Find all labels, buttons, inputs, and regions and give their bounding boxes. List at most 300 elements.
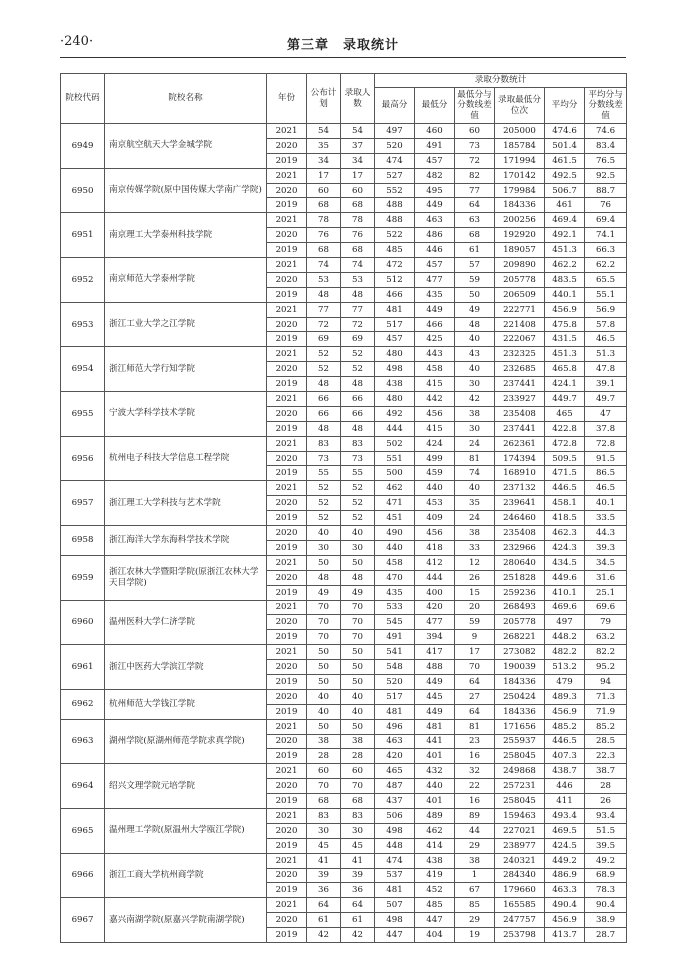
cell-plan: 50	[307, 719, 341, 734]
cell-avg: 431.5	[545, 332, 585, 347]
cell-min: 447	[415, 913, 455, 928]
cell-max: 488	[375, 213, 415, 228]
cell-avg-diff: 69.4	[585, 213, 627, 228]
cell-min: 417	[415, 645, 455, 660]
cell-max: 440	[375, 540, 415, 555]
cell-year: 2019	[267, 928, 307, 943]
cell-min: 415	[415, 377, 455, 392]
cell-avg-diff: 46.5	[585, 332, 627, 347]
cell-max: 485	[375, 243, 415, 258]
cell-min-rank: 206509	[495, 287, 545, 302]
cell-avg-diff: 90.4	[585, 898, 627, 913]
cell-plan: 50	[307, 645, 341, 660]
cell-admitted: 50	[341, 660, 375, 675]
cell-min-diff: 30	[455, 421, 495, 436]
school-name: 浙江海洋大学东海科学技术学院	[105, 526, 267, 556]
cell-admitted: 53	[341, 272, 375, 287]
cell-admitted: 76	[341, 228, 375, 243]
school-code: 6952	[61, 258, 105, 303]
cell-min-diff: 77	[455, 183, 495, 198]
school-code: 6949	[61, 124, 105, 169]
table-body	[61, 124, 627, 943]
chapter-title: 第三章 录取统计	[286, 38, 399, 53]
cell-min-rank: 222067	[495, 332, 545, 347]
cell-year: 2021	[267, 168, 307, 183]
cell-admitted: 70	[341, 600, 375, 615]
school-code: 6958	[61, 526, 105, 556]
cell-plan: 70	[307, 600, 341, 615]
cell-max: 444	[375, 421, 415, 436]
cell-min-diff: 16	[455, 794, 495, 809]
cell-avg-diff: 86.5	[585, 466, 627, 481]
cell-max: 551	[375, 451, 415, 466]
col-header-name: 院校名称	[105, 74, 267, 124]
cell-avg: 472.8	[545, 436, 585, 451]
cell-admitted: 72	[341, 317, 375, 332]
cell-year: 2020	[267, 362, 307, 377]
cell-min: 401	[415, 794, 455, 809]
cell-avg: 463.3	[545, 883, 585, 898]
cell-year: 2020	[267, 823, 307, 838]
cell-year: 2019	[267, 630, 307, 645]
cell-admitted: 64	[341, 898, 375, 913]
cell-year: 2020	[267, 779, 307, 794]
cell-avg-diff: 47.8	[585, 362, 627, 377]
cell-min-rank: 205778	[495, 615, 545, 630]
cell-year: 2020	[267, 406, 307, 421]
cell-min-diff: 16	[455, 749, 495, 764]
school-name: 南京传媒学院(原中国传媒大学南广学院)	[105, 168, 267, 213]
col-header-score-group: 录取分数统计	[375, 74, 627, 88]
cell-min: 409	[415, 511, 455, 526]
cell-min: 499	[415, 451, 455, 466]
cell-min: 418	[415, 540, 455, 555]
cell-avg-diff: 91.5	[585, 451, 627, 466]
cell-year: 2019	[267, 153, 307, 168]
cell-min-rank: 262361	[495, 436, 545, 451]
cell-min-diff: 22	[455, 779, 495, 794]
cell-year: 2021	[267, 481, 307, 496]
cell-min-rank: 240321	[495, 853, 545, 868]
cell-admitted: 83	[341, 436, 375, 451]
cell-avg: 446	[545, 779, 585, 794]
cell-max: 498	[375, 823, 415, 838]
cell-year: 2019	[267, 421, 307, 436]
cell-min: 438	[415, 853, 455, 868]
cell-year: 2021	[267, 764, 307, 779]
cell-plan: 69	[307, 332, 341, 347]
col-header-min-diff: 最低分与分数线差值	[455, 88, 495, 124]
cell-min-rank: 184336	[495, 674, 545, 689]
cell-min-rank: 238977	[495, 838, 545, 853]
cell-year: 2020	[267, 689, 307, 704]
cell-max: 471	[375, 496, 415, 511]
cell-min-diff: 12	[455, 555, 495, 570]
cell-min: 435	[415, 287, 455, 302]
cell-plan: 74	[307, 258, 341, 273]
cell-min-diff: 40	[455, 362, 495, 377]
cell-min-diff: 72	[455, 153, 495, 168]
cell-max: 438	[375, 377, 415, 392]
school-code: 6961	[61, 645, 105, 690]
school-code: 6959	[61, 555, 105, 600]
cell-admitted: 73	[341, 451, 375, 466]
cell-min-rank: 221408	[495, 317, 545, 332]
cell-admitted: 77	[341, 302, 375, 317]
school-name: 浙江师范大学行知学院	[105, 347, 267, 392]
cell-avg: 479	[545, 674, 585, 689]
cell-avg-diff: 39.1	[585, 377, 627, 392]
cell-min-diff: 24	[455, 436, 495, 451]
cell-max: 496	[375, 719, 415, 734]
table-row	[61, 853, 627, 868]
cell-admitted: 48	[341, 421, 375, 436]
cell-plan: 28	[307, 749, 341, 764]
school-code: 6956	[61, 436, 105, 481]
col-header-admitted: 录取人数	[341, 74, 375, 124]
cell-min-diff: 81	[455, 451, 495, 466]
col-header-min: 最低分	[415, 88, 455, 124]
cell-min: 440	[415, 779, 455, 794]
cell-min: 463	[415, 213, 455, 228]
school-code: 6953	[61, 302, 105, 347]
cell-year: 2021	[267, 392, 307, 407]
cell-year: 2019	[267, 377, 307, 392]
cell-max: 480	[375, 347, 415, 362]
cell-plan: 77	[307, 302, 341, 317]
cell-admitted: 69	[341, 332, 375, 347]
cell-min-diff: 60	[455, 124, 495, 139]
cell-min-diff: 23	[455, 734, 495, 749]
cell-avg-diff: 28	[585, 779, 627, 794]
school-code: 6964	[61, 764, 105, 809]
cell-avg: 474.6	[545, 124, 585, 139]
cell-min-rank: 192920	[495, 228, 545, 243]
cell-avg-diff: 74.1	[585, 228, 627, 243]
cell-min: 449	[415, 674, 455, 689]
cell-plan: 66	[307, 406, 341, 421]
cell-min-rank: 237441	[495, 421, 545, 436]
cell-min-rank: 232325	[495, 347, 545, 362]
cell-admitted: 50	[341, 555, 375, 570]
cell-min-diff: 42	[455, 392, 495, 407]
cell-admitted: 45	[341, 838, 375, 853]
cell-avg: 485.2	[545, 719, 585, 734]
cell-avg-diff: 46.5	[585, 481, 627, 496]
cell-max: 490	[375, 526, 415, 541]
cell-min: 432	[415, 764, 455, 779]
cell-plan: 30	[307, 540, 341, 555]
cell-min-diff: 70	[455, 660, 495, 675]
cell-avg: 462.3	[545, 526, 585, 541]
cell-min-rank: 268493	[495, 600, 545, 615]
cell-admitted: 83	[341, 808, 375, 823]
cell-plan: 73	[307, 451, 341, 466]
cell-admitted: 60	[341, 764, 375, 779]
cell-min: 419	[415, 868, 455, 883]
cell-admitted: 70	[341, 615, 375, 630]
cell-max: 480	[375, 392, 415, 407]
cell-year: 2019	[267, 332, 307, 347]
cell-admitted: 50	[341, 674, 375, 689]
school-name: 南京理工大学泰州科技学院	[105, 213, 267, 258]
cell-avg: 506.7	[545, 183, 585, 198]
cell-year: 2020	[267, 183, 307, 198]
cell-min-rank: 280640	[495, 555, 545, 570]
cell-year: 2019	[267, 838, 307, 853]
cell-min: 491	[415, 138, 455, 153]
cell-min-rank: 184336	[495, 704, 545, 719]
cell-admitted: 74	[341, 258, 375, 273]
cell-avg: 411	[545, 794, 585, 809]
cell-min-rank: 251828	[495, 570, 545, 585]
cell-plan: 60	[307, 764, 341, 779]
cell-min: 466	[415, 317, 455, 332]
cell-min-diff: 44	[455, 823, 495, 838]
cell-avg-diff: 38.7	[585, 764, 627, 779]
cell-avg: 475.8	[545, 317, 585, 332]
cell-avg-diff: 76	[585, 198, 627, 213]
cell-max: 498	[375, 362, 415, 377]
cell-min: 452	[415, 883, 455, 898]
cell-min-diff: 68	[455, 228, 495, 243]
cell-year: 2021	[267, 898, 307, 913]
school-code: 6962	[61, 689, 105, 719]
cell-avg: 471.5	[545, 466, 585, 481]
cell-min-rank: 184336	[495, 198, 545, 213]
cell-max: 474	[375, 153, 415, 168]
cell-plan: 50	[307, 660, 341, 675]
school-name: 嘉兴南湖学院(原嘉兴学院南湖学院)	[105, 898, 267, 943]
cell-min-diff: 24	[455, 511, 495, 526]
cell-min-rank: 246460	[495, 511, 545, 526]
cell-year: 2020	[267, 660, 307, 675]
cell-admitted: 36	[341, 883, 375, 898]
school-name: 杭州师范大学钱江学院	[105, 689, 267, 719]
cell-max: 481	[375, 704, 415, 719]
cell-plan: 45	[307, 838, 341, 853]
cell-plan: 83	[307, 436, 341, 451]
school-code: 6966	[61, 853, 105, 898]
cell-admitted: 30	[341, 823, 375, 838]
school-code: 6950	[61, 168, 105, 213]
school-name: 绍兴文理学院元培学院	[105, 764, 267, 809]
cell-year: 2020	[267, 526, 307, 541]
cell-avg: 469.6	[545, 600, 585, 615]
cell-min-rank: 171656	[495, 719, 545, 734]
cell-avg-diff: 69.6	[585, 600, 627, 615]
table-row	[61, 213, 627, 228]
cell-admitted: 52	[341, 511, 375, 526]
cell-avg: 513.2	[545, 660, 585, 675]
cell-avg-diff: 49.7	[585, 392, 627, 407]
cell-avg: 465.8	[545, 362, 585, 377]
cell-avg-diff: 47	[585, 406, 627, 421]
cell-min: 462	[415, 823, 455, 838]
cell-plan: 17	[307, 168, 341, 183]
cell-avg-diff: 62.2	[585, 258, 627, 273]
cell-plan: 52	[307, 511, 341, 526]
cell-admitted: 50	[341, 645, 375, 660]
cell-admitted: 40	[341, 704, 375, 719]
cell-min-rank: 259236	[495, 585, 545, 600]
cell-min-rank: 189057	[495, 243, 545, 258]
cell-min-rank: 273082	[495, 645, 545, 660]
cell-avg-diff: 68.9	[585, 868, 627, 883]
header-rule	[60, 57, 626, 58]
cell-max: 517	[375, 689, 415, 704]
cell-min-rank: 205778	[495, 272, 545, 287]
cell-avg: 492.5	[545, 168, 585, 183]
school-name: 浙江理工大学科技与艺术学院	[105, 481, 267, 526]
cell-max: 472	[375, 258, 415, 273]
cell-max: 491	[375, 630, 415, 645]
cell-min-diff: 64	[455, 704, 495, 719]
cell-min: 424	[415, 436, 455, 451]
cell-min-diff: 82	[455, 168, 495, 183]
cell-plan: 48	[307, 570, 341, 585]
cell-min-rank: 268221	[495, 630, 545, 645]
cell-admitted: 30	[341, 540, 375, 555]
cell-min: 460	[415, 124, 455, 139]
cell-plan: 60	[307, 183, 341, 198]
cell-max: 537	[375, 868, 415, 883]
cell-avg: 446.5	[545, 734, 585, 749]
col-header-year: 年份	[267, 74, 307, 124]
school-name: 温州医科大学仁济学院	[105, 600, 267, 645]
cell-year: 2021	[267, 347, 307, 362]
cell-avg-diff: 39.5	[585, 838, 627, 853]
cell-avg: 461	[545, 198, 585, 213]
cell-avg-diff: 25.1	[585, 585, 627, 600]
cell-plan: 54	[307, 124, 341, 139]
cell-admitted: 38	[341, 734, 375, 749]
cell-min-rank: 235408	[495, 526, 545, 541]
cell-year: 2020	[267, 570, 307, 585]
cell-min-diff: 32	[455, 764, 495, 779]
cell-max: 458	[375, 555, 415, 570]
school-name: 浙江工业大学之江学院	[105, 302, 267, 347]
cell-avg: 490.4	[545, 898, 585, 913]
cell-min-rank: 237132	[495, 481, 545, 496]
cell-avg-diff: 33.5	[585, 511, 627, 526]
cell-max: 541	[375, 645, 415, 660]
cell-min-rank: 159463	[495, 808, 545, 823]
cell-avg-diff: 31.6	[585, 570, 627, 585]
col-header-code: 院校代码	[61, 74, 105, 124]
table-row	[61, 436, 627, 451]
cell-avg-diff: 94	[585, 674, 627, 689]
cell-avg-diff: 63.2	[585, 630, 627, 645]
cell-max: 533	[375, 600, 415, 615]
cell-admitted: 42	[341, 928, 375, 943]
cell-plan: 40	[307, 689, 341, 704]
cell-plan: 42	[307, 928, 341, 943]
col-header-max: 最高分	[375, 88, 415, 124]
cell-avg: 501.4	[545, 138, 585, 153]
cell-avg-diff: 72.8	[585, 436, 627, 451]
cell-avg: 456.9	[545, 302, 585, 317]
school-name: 浙江工商大学杭州商学院	[105, 853, 267, 898]
cell-min-rank: 185784	[495, 138, 545, 153]
cell-min-diff: 9	[455, 630, 495, 645]
cell-plan: 52	[307, 347, 341, 362]
cell-year: 2021	[267, 808, 307, 823]
cell-min-rank: 222771	[495, 302, 545, 317]
cell-year: 2021	[267, 555, 307, 570]
cell-min-rank: 205000	[495, 124, 545, 139]
school-code: 6955	[61, 392, 105, 437]
cell-avg: 456.9	[545, 913, 585, 928]
cell-year: 2020	[267, 615, 307, 630]
cell-avg-diff: 82.2	[585, 645, 627, 660]
cell-max: 462	[375, 481, 415, 496]
cell-avg-diff: 51.5	[585, 823, 627, 838]
cell-max: 474	[375, 853, 415, 868]
cell-min-diff: 49	[455, 302, 495, 317]
table-row	[61, 124, 627, 139]
cell-plan: 70	[307, 615, 341, 630]
cell-avg: 449.2	[545, 853, 585, 868]
cell-min-rank: 209890	[495, 258, 545, 273]
cell-min: 477	[415, 615, 455, 630]
cell-max: 520	[375, 674, 415, 689]
cell-min: 442	[415, 392, 455, 407]
table-row	[61, 347, 627, 362]
cell-avg: 451.3	[545, 243, 585, 258]
cell-min-diff: 67	[455, 883, 495, 898]
table-row	[61, 168, 627, 183]
cell-max: 500	[375, 466, 415, 481]
cell-year: 2021	[267, 436, 307, 451]
cell-admitted: 70	[341, 630, 375, 645]
cell-plan: 66	[307, 392, 341, 407]
cell-avg: 462.2	[545, 258, 585, 273]
cell-min-diff: 43	[455, 347, 495, 362]
cell-avg-diff: 74.6	[585, 124, 627, 139]
cell-plan: 68	[307, 198, 341, 213]
cell-plan: 39	[307, 868, 341, 883]
cell-avg: 410.1	[545, 585, 585, 600]
school-name: 南京师范大学泰州学院	[105, 258, 267, 303]
cell-avg-diff: 40.1	[585, 496, 627, 511]
cell-avg-diff: 83.4	[585, 138, 627, 153]
cell-min-rank: 257231	[495, 779, 545, 794]
cell-avg-diff: 26	[585, 794, 627, 809]
table-row	[61, 645, 627, 660]
table-row	[61, 526, 627, 541]
cell-min-diff: 74	[455, 466, 495, 481]
cell-max: 497	[375, 124, 415, 139]
cell-avg-diff: 56.9	[585, 302, 627, 317]
cell-plan: 52	[307, 496, 341, 511]
col-header-plan: 公布计划	[307, 74, 341, 124]
cell-plan: 40	[307, 704, 341, 719]
cell-year: 2020	[267, 451, 307, 466]
cell-min-diff: 59	[455, 615, 495, 630]
cell-plan: 83	[307, 808, 341, 823]
cell-min: 394	[415, 630, 455, 645]
cell-min: 420	[415, 600, 455, 615]
table-row	[61, 258, 627, 273]
cell-year: 2021	[267, 124, 307, 139]
cell-avg: 465	[545, 406, 585, 421]
cell-avg-diff: 78.3	[585, 883, 627, 898]
cell-min: 449	[415, 198, 455, 213]
cell-max: 466	[375, 287, 415, 302]
cell-min-rank: 237441	[495, 377, 545, 392]
cell-admitted: 66	[341, 406, 375, 421]
